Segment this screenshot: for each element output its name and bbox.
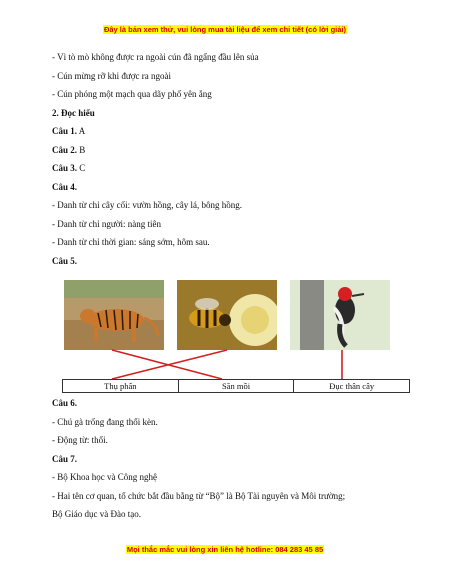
question-label: Câu 2. xyxy=(52,144,78,155)
answer-text: B xyxy=(77,144,86,155)
answer-key xyxy=(52,48,412,524)
question-label: Câu 4. xyxy=(52,181,78,192)
text-line: - Động từ: thổi. xyxy=(52,435,108,445)
matching-lines xyxy=(52,274,412,394)
text-line: - Cún phóng một mạch qua dãy phố yên ắng xyxy=(52,89,212,99)
answers-part-1 xyxy=(52,48,412,270)
text-line xyxy=(52,178,412,197)
text-line xyxy=(52,252,412,271)
text-line: - Chú gà trống đang thổi kèn. xyxy=(52,416,158,427)
label-cell: Đục thân cây xyxy=(329,381,375,391)
question-label: Câu 5. xyxy=(52,255,78,266)
preview-notice: Đây là bản xem thử, vui lòng mua tài liệu để xem chi tiết (có lời giải) xyxy=(103,25,347,34)
question-label: Câu 3. xyxy=(52,163,78,173)
text-line: - Danh từ chỉ cây cối: vườn hồng, cây lá, bông hồng. xyxy=(52,200,242,210)
label-cell: Thụ phấn xyxy=(63,380,179,392)
text-line: - Danh từ chỉ thời gian: sáng sớm, hôm sau. xyxy=(52,237,210,247)
answers-part-2 xyxy=(52,394,412,524)
text-line xyxy=(52,141,412,160)
text-line xyxy=(52,394,412,413)
matching-exercise-figure xyxy=(52,274,412,394)
matching-labels-table xyxy=(62,379,410,393)
text-line: - Vì tò mò không được ra ngoài cún đã ngẩng đầu lên sủa xyxy=(52,52,259,62)
text-line: - Cún mừng rỡ khi được ra ngoài xyxy=(52,70,172,81)
label-cell: Săn mồi xyxy=(179,380,295,392)
question-label: Câu 7. xyxy=(52,453,78,464)
text-line: - Bộ Khoa học và Công nghệ xyxy=(52,472,157,482)
text-line xyxy=(52,122,412,141)
text-line xyxy=(52,450,412,469)
text-line: - Hai tên cơ quan, tổ chức bắt đầu bằng từ “Bộ” là Bộ Tài nguyên và Môi trường; xyxy=(52,490,346,501)
text-line xyxy=(52,159,412,178)
question-label: Câu 6. xyxy=(52,398,78,408)
hotline-notice: Mọi thắc mắc vui lòng xin liên hệ hotline: 084 283 45 85 xyxy=(126,545,324,554)
answer-text: C xyxy=(77,163,86,173)
text-line: - Danh từ chỉ người: nàng tiên xyxy=(52,218,161,229)
text-line: 2. Đọc hiểu xyxy=(52,107,95,118)
answer-text: A xyxy=(77,126,86,136)
text-line: Bộ Giáo dục và Đào tạo. xyxy=(52,509,141,519)
question-label: Câu 1. xyxy=(52,126,78,136)
